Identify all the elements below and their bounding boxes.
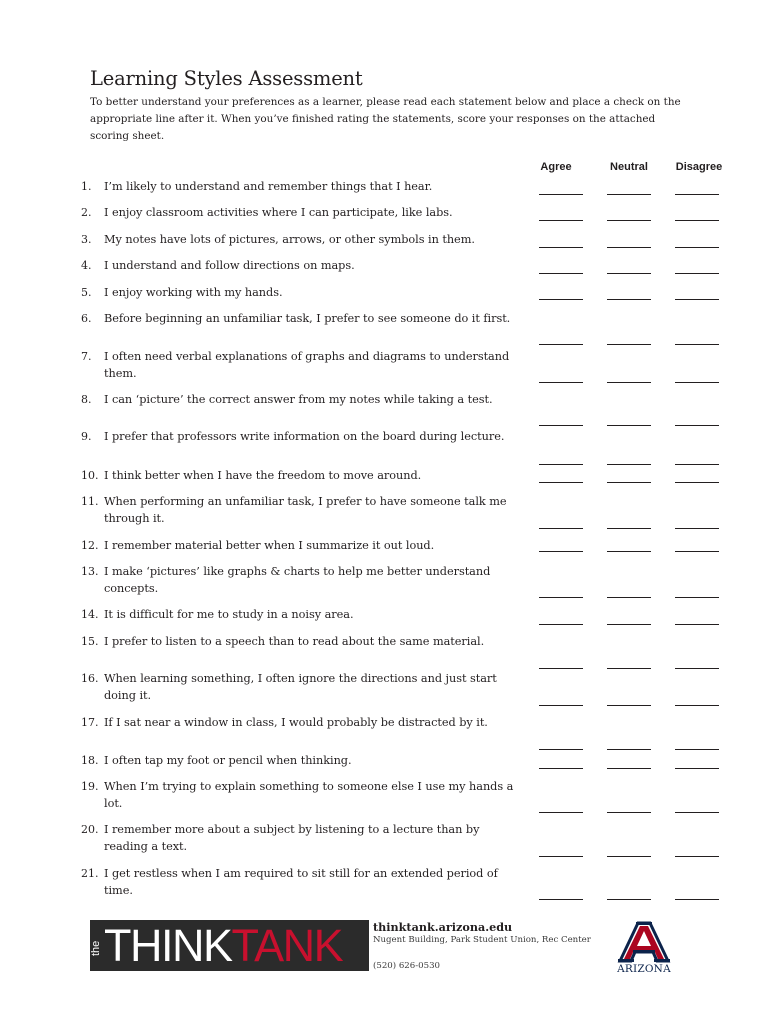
statement-text: I prefer that professors write information on the board during lecture. xyxy=(104,430,505,443)
disagree-answer-line[interactable] xyxy=(675,749,719,750)
statement-number: 3. xyxy=(81,233,92,246)
statement-number: 6. xyxy=(81,312,92,325)
neutral-answer-line[interactable] xyxy=(607,425,651,426)
neutral-answer-line[interactable] xyxy=(607,668,651,669)
arizona-wordmark: ARIZONA xyxy=(617,963,671,975)
agree-answer-line[interactable] xyxy=(539,528,583,529)
statement-number: 10. xyxy=(81,469,99,482)
statement-number: 11. xyxy=(81,495,99,508)
neutral-answer-line[interactable] xyxy=(607,194,651,195)
statement-number: 19. xyxy=(81,780,99,793)
agree-answer-line[interactable] xyxy=(539,482,583,483)
disagree-answer-line[interactable] xyxy=(675,299,719,300)
column-header-agree: Agree xyxy=(540,161,572,173)
neutral-answer-line[interactable] xyxy=(607,749,651,750)
neutral-answer-line[interactable] xyxy=(607,482,651,483)
statement-text: When I’m trying to explain something to someone else I use my hands a lot. xyxy=(104,780,514,810)
statement-number: 7. xyxy=(81,350,92,363)
agree-answer-line[interactable] xyxy=(539,812,583,813)
statement-text: I remember material better when I summarize it out loud. xyxy=(104,539,435,552)
statement-number: 5. xyxy=(81,286,92,299)
statement-number: 13. xyxy=(81,565,99,578)
agree-answer-line[interactable] xyxy=(539,247,583,248)
statement-text: I’m likely to understand and remember things that I hear. xyxy=(104,180,433,193)
statement-text: I can ‘picture’ the correct answer from my notes while taking a test. xyxy=(104,393,493,406)
statement-text: Before beginning an unfamiliar task, I prefer to see someone do it first. xyxy=(104,312,511,325)
agree-answer-line[interactable] xyxy=(539,220,583,221)
neutral-answer-line[interactable] xyxy=(607,812,651,813)
agree-answer-line[interactable] xyxy=(539,194,583,195)
disagree-answer-line[interactable] xyxy=(675,705,719,706)
agree-answer-line[interactable] xyxy=(539,624,583,625)
statement-number: 8. xyxy=(81,393,92,406)
agree-answer-line[interactable] xyxy=(539,273,583,274)
neutral-answer-line[interactable] xyxy=(607,344,651,345)
statement-number: 17. xyxy=(81,716,99,729)
agree-answer-line[interactable] xyxy=(539,597,583,598)
statement-text: I get restless when I am required to sit still for an extended period of time. xyxy=(104,867,498,897)
statement-text: If I sat near a window in class, I would probably be distracted by it. xyxy=(104,716,488,729)
disagree-answer-line[interactable] xyxy=(675,194,719,195)
phone-number: (520) 626-0530 xyxy=(373,961,441,971)
neutral-answer-line[interactable] xyxy=(607,597,651,598)
disagree-answer-line[interactable] xyxy=(675,668,719,669)
disagree-answer-line[interactable] xyxy=(675,812,719,813)
arizona-a-icon xyxy=(612,920,676,964)
disagree-answer-line[interactable] xyxy=(675,856,719,857)
disagree-answer-line[interactable] xyxy=(675,425,719,426)
neutral-answer-line[interactable] xyxy=(607,528,651,529)
agree-answer-line[interactable] xyxy=(539,464,583,465)
neutral-answer-line[interactable] xyxy=(607,768,651,769)
statement-text: I prefer to listen to a speech than to read about the same material. xyxy=(104,635,485,648)
instructions-paragraph: To better understand your preferences as a learner, please read each statement below and place a check on the appropriate line after it. When you’ve finished rating the statements, score your responses on the attached scoring sheet. xyxy=(90,96,681,142)
agree-answer-line[interactable] xyxy=(539,856,583,857)
neutral-answer-line[interactable] xyxy=(607,382,651,383)
statement-text: I enjoy classroom activities where I can participate, like labs. xyxy=(104,206,453,219)
statement-number: 12. xyxy=(81,539,99,552)
disagree-answer-line[interactable] xyxy=(675,344,719,345)
statement-text: When performing an unfamiliar task, I prefer to have someone talk me through it. xyxy=(104,495,507,525)
agree-answer-line[interactable] xyxy=(539,705,583,706)
disagree-answer-line[interactable] xyxy=(675,220,719,221)
statement-number: 1. xyxy=(81,180,92,193)
disagree-answer-line[interactable] xyxy=(675,899,719,900)
statement-number: 15. xyxy=(81,635,99,648)
statement-number: 18. xyxy=(81,754,99,767)
agree-answer-line[interactable] xyxy=(539,382,583,383)
website-link[interactable]: thinktank.arizona.edu xyxy=(373,920,513,934)
neutral-answer-line[interactable] xyxy=(607,273,651,274)
disagree-answer-line[interactable] xyxy=(675,464,719,465)
statement-text: I often tap my foot or pencil when thinking. xyxy=(104,754,352,767)
neutral-answer-line[interactable] xyxy=(607,220,651,221)
statement-text: My notes have lots of pictures, arrows, or other symbols in them. xyxy=(104,233,475,246)
column-header-neutral: Neutral xyxy=(610,161,648,173)
logo-the-text: the xyxy=(90,940,102,956)
statement-number: 20. xyxy=(81,823,99,836)
disagree-answer-line[interactable] xyxy=(675,528,719,529)
neutral-answer-line[interactable] xyxy=(607,856,651,857)
statement-number: 16. xyxy=(81,672,99,685)
disagree-answer-line[interactable] xyxy=(675,624,719,625)
logo-think-text: THINK xyxy=(104,920,232,971)
agree-answer-line[interactable] xyxy=(539,344,583,345)
disagree-answer-line[interactable] xyxy=(675,482,719,483)
agree-answer-line[interactable] xyxy=(539,899,583,900)
think-tank-logo xyxy=(90,920,369,971)
statement-text: When learning something, I often ignore the directions and just start doing it. xyxy=(104,672,497,702)
statement-number: 21. xyxy=(81,867,99,880)
logo-wordmark xyxy=(104,920,342,971)
statement-text: I enjoy working with my hands. xyxy=(104,286,283,299)
disagree-answer-line[interactable] xyxy=(675,597,719,598)
statement-text: I remember more about a subject by listening to a lecture than by reading a text. xyxy=(104,823,480,853)
column-header-disagree: Disagree xyxy=(675,161,723,173)
disagree-answer-line[interactable] xyxy=(675,247,719,248)
agree-answer-line[interactable] xyxy=(539,749,583,750)
disagree-answer-line[interactable] xyxy=(675,768,719,769)
neutral-answer-line[interactable] xyxy=(607,247,651,248)
neutral-answer-line[interactable] xyxy=(607,899,651,900)
neutral-answer-line[interactable] xyxy=(607,705,651,706)
statement-text: It is difficult for me to study in a noisy area. xyxy=(104,608,354,621)
neutral-answer-line[interactable] xyxy=(607,464,651,465)
address-text: Nugent Building, Park Student Union, Rec Center xyxy=(373,935,591,945)
agree-answer-line[interactable] xyxy=(539,551,583,552)
neutral-answer-line[interactable] xyxy=(607,299,651,300)
statement-text: I understand and follow directions on maps. xyxy=(104,259,355,272)
statement-number: 9. xyxy=(81,430,92,443)
page-title: Learning Styles Assessment xyxy=(90,67,363,90)
contact-block xyxy=(373,920,603,972)
disagree-answer-line[interactable] xyxy=(675,551,719,552)
statement-text: I think better when I have the freedom to move around. xyxy=(104,469,422,482)
agree-answer-line[interactable] xyxy=(539,425,583,426)
statement-text: I often need verbal explanations of graphs and diagrams to understand them. xyxy=(104,350,510,380)
disagree-answer-line[interactable] xyxy=(675,382,719,383)
statement-number: 2. xyxy=(81,206,92,219)
statement-text: I make ‘pictures’ like graphs & charts to help me better understand concepts. xyxy=(104,565,491,595)
statement-number: 4. xyxy=(81,259,92,272)
logo-tank-text: TANK xyxy=(231,920,343,971)
agree-answer-line[interactable] xyxy=(539,299,583,300)
neutral-answer-line[interactable] xyxy=(607,624,651,625)
disagree-answer-line[interactable] xyxy=(675,273,719,274)
neutral-answer-line[interactable] xyxy=(607,551,651,552)
university-of-arizona-logo xyxy=(612,920,676,980)
statement-number: 14. xyxy=(81,608,99,621)
agree-answer-line[interactable] xyxy=(539,668,583,669)
agree-answer-line[interactable] xyxy=(539,768,583,769)
